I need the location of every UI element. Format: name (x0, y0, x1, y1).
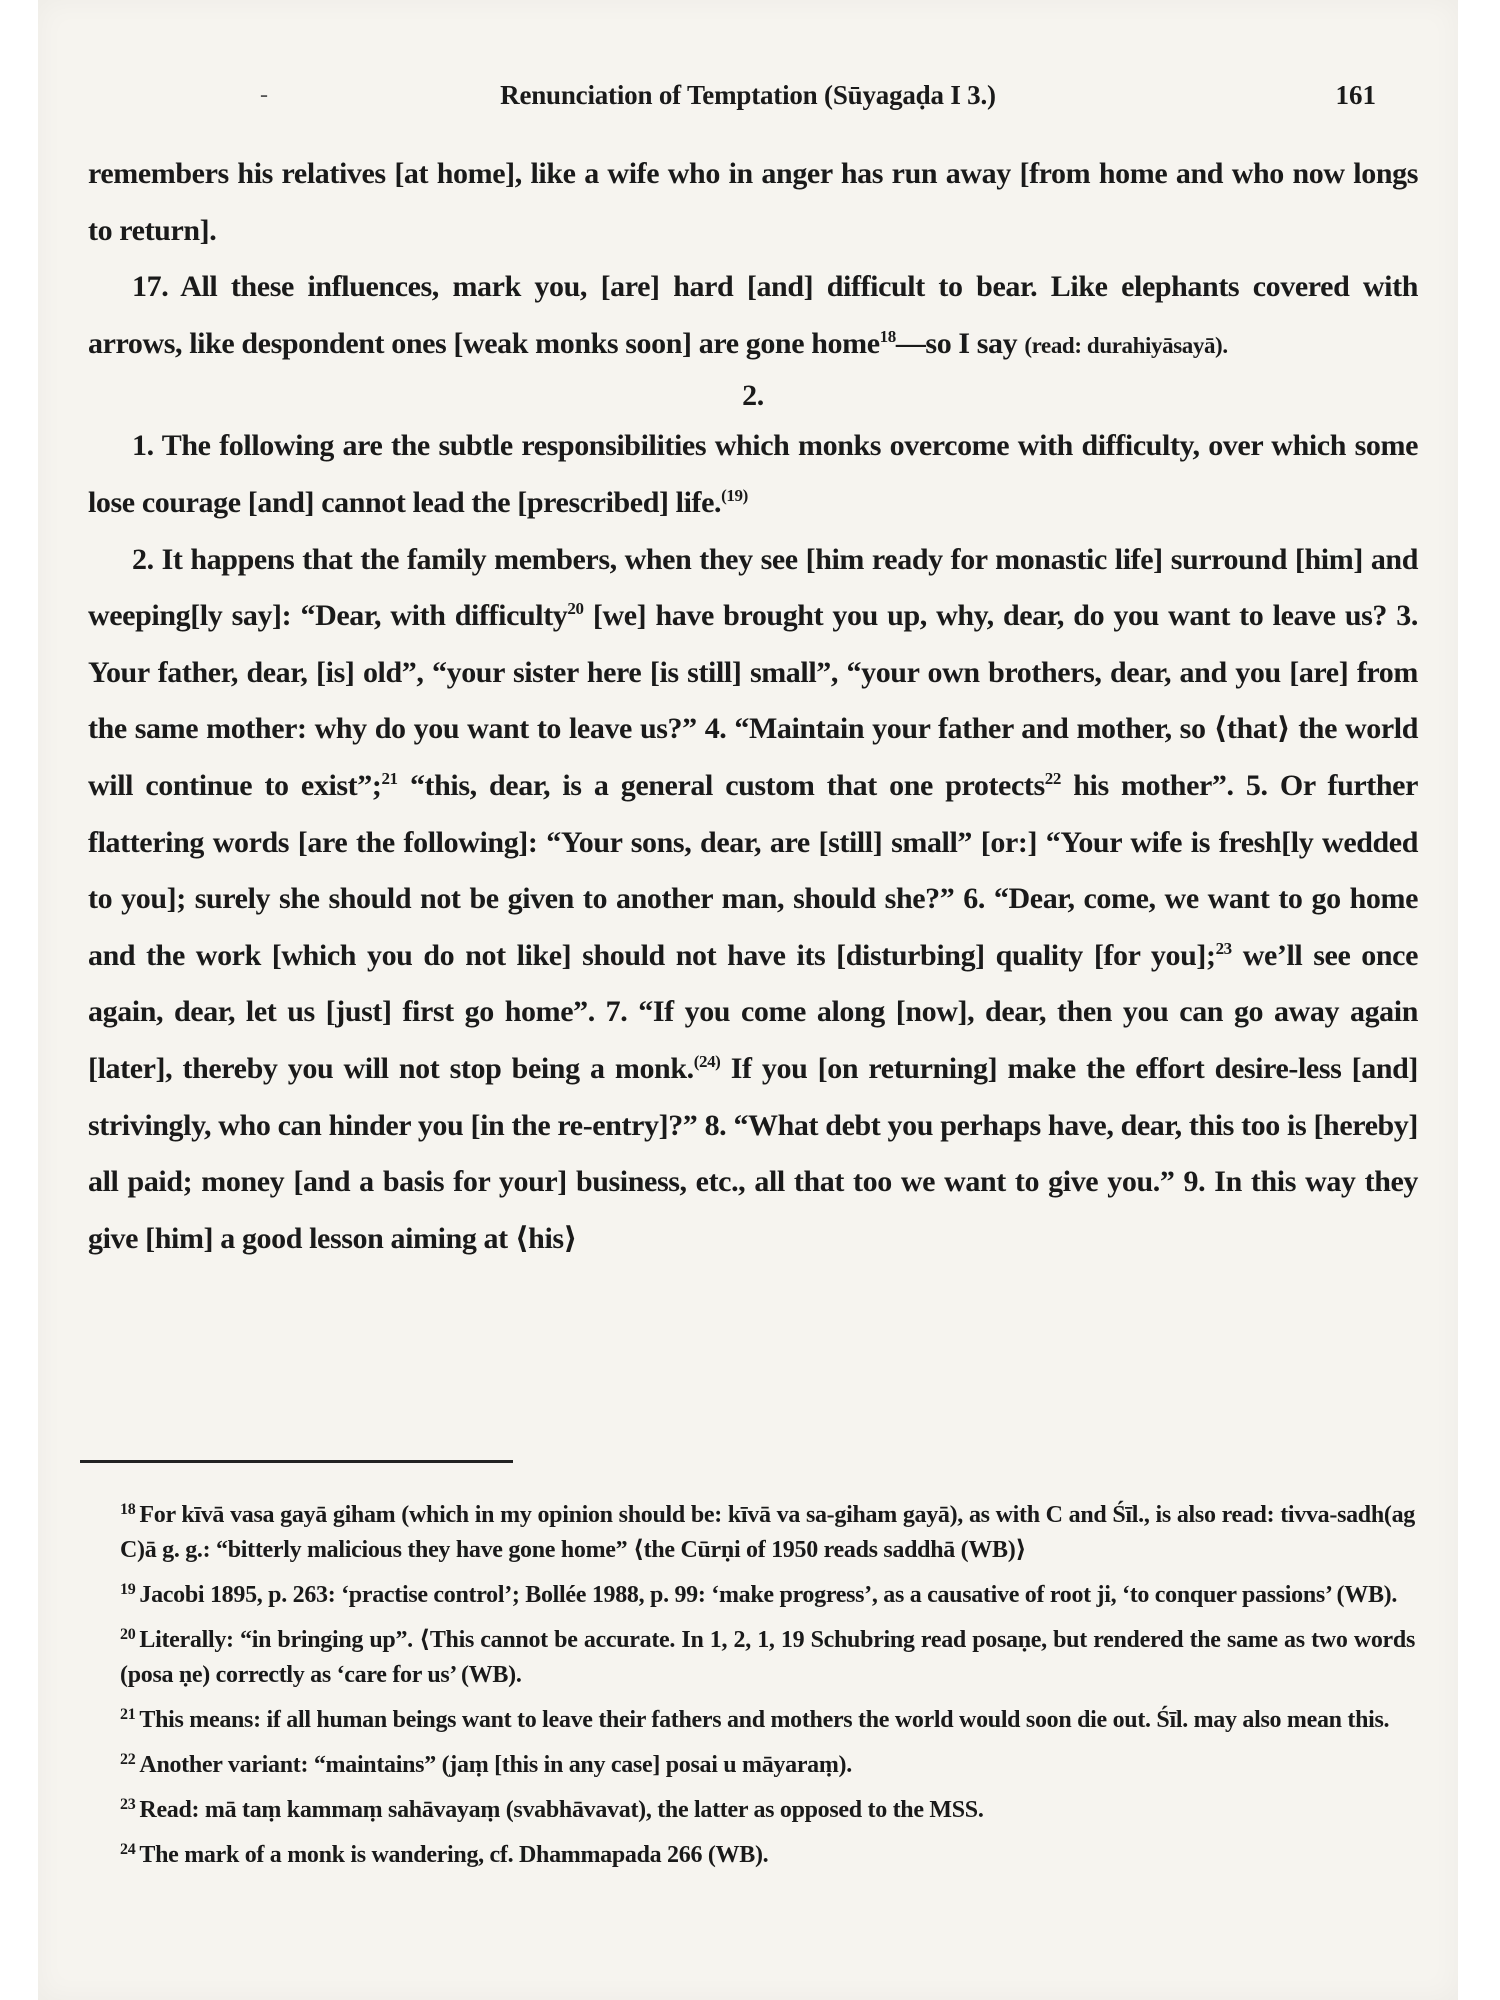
paragraph-1: 1. The following are the subtle responsibilities which monks overcome with difficulty, over which some lose courage [and] cannot lead the [prescribed] life.$^{(19)}$ (88, 429, 1418, 519)
main-text (88, 146, 1418, 1267)
footnotes (120, 1492, 1415, 1877)
footnote-18: $^{18}$ For kīvā vasa gayā giham (which in my opinion should be: kīvā va sa-giham gayā), as with C and Śīl., is also read: tivva-sadh(ag C)ā g. g.: “bitterly malicious they have gone home” ⟨the Cūrṇi of 1950 reads saddhā (WB)⟩ (120, 1501, 1415, 1563)
paragraph-17: 17. All these influences, mark you, [are] hard [and] difficult to bear. Like elephants covered with arrows, like despondent ones [weak monks soon] are gone home$^{18}$—so I say (read: durahiyāsayā). (88, 270, 1418, 360)
footnote-20: $^{20}$ Literally: “in bringing up”. ⟨This cannot be accurate. In 1, 2, 1, 19 Schubring read posaṇe, but rendered the same as two words (posa ṇe) correctly as ‘care for us’ (WB). (120, 1626, 1415, 1688)
section-number: 2. (742, 379, 764, 413)
footnote-ref-19[interactable]: (19) (721, 485, 748, 505)
footnote-24: $^{24}$ The mark of a monk is wandering, cf. Dhammapada 266 (WB). (120, 1841, 769, 1868)
footnote-ref-20[interactable]: 20 (567, 599, 584, 619)
reading-note: (read: durahiyāsayā). (1024, 332, 1228, 358)
page-header (38, 80, 1458, 120)
paragraph-2: 2. It happens that the family members, when they see [him ready for monastic life] surround [him] and weeping[ly say]: “Dear, with difficulty$^{20}$ [we] have brought you up, why, dear, do you want to leave us? 3. Your father, dear, [is] old”, “your sister here [is still] small”, “your own brothers, dear, and you [are] from the same mother: why do you want to leave us?” 4. “Maintain your father and mother, so ⟨that⟩ the world will continue to exist”;$^{21}$ “this, dear, is a general custom that one protects$^{22}$ his mother”. 5. Or further flattering words [are the following]: “Your sons, dear, are [still] small” [or:] “Your wife is fresh[ly wedded to you]; surely she should not be given to another man, should she?” 6. “Dear, come, we want to go home and the work [which you do not like] should not have its [disturbing] quality [for you];$^{23}$ we’ll see once again, dear, let us [just] first go home”. 7. “If you come along [now], dear, then you can go away again [later], thereby you will not stop being a monk.$^{(24)}$ If you [on returning] make the effort desire-less [and] strivingly, who can hinder you [in the re-entry]?” 8. “What debt you perhaps have, dear, this too is [hereby] all paid; money [and a basis for your] business, etc., all that too we want to give you.” 9. In this way they give [him] a good lesson aiming at ⟨his⟩ (88, 542, 1419, 1255)
footnote-22: $^{22}$ Another variant: “maintains” (jaṃ [this in any case] posai u māyaraṃ). (120, 1751, 852, 1778)
footnote-ref-18[interactable]: 18 (879, 326, 896, 346)
footnote-23: $^{23}$ Read: mā taṃ kammaṃ sahāvayaṃ (svabhāvavat), the latter as opposed to the MSS. (120, 1796, 984, 1823)
running-title: Renunciation of Temptation (Sūyagaḍa I 3.) (500, 80, 996, 110)
footnote-ref-23[interactable]: 23 (1215, 938, 1232, 958)
footnote-ref-24[interactable]: (24) (693, 1051, 721, 1071)
paragraph-continuation: remembers his relatives [at home], like a wife who in anger has run away [from home and who now longs to return]. (88, 157, 1418, 247)
header-dash: - (260, 82, 268, 108)
footnote-21: $^{21}$ This means: if all human beings want to leave their fathers and mothers the world would soon die out. Śīl. may also mean this. (120, 1706, 1390, 1733)
footnote-ref-22[interactable]: 22 (1044, 768, 1061, 788)
footnote-rule (80, 1460, 513, 1463)
footnote-19: $^{19}$ Jacobi 1895, p. 263: ‘practise control’; Bollée 1988, p. 99: ‘make progress’, as a causative of root ji, ‘to conquer passions’ (WB). (120, 1581, 1398, 1608)
footnote-ref-21[interactable]: 21 (381, 768, 398, 788)
page-number: 161 (1335, 80, 1376, 110)
